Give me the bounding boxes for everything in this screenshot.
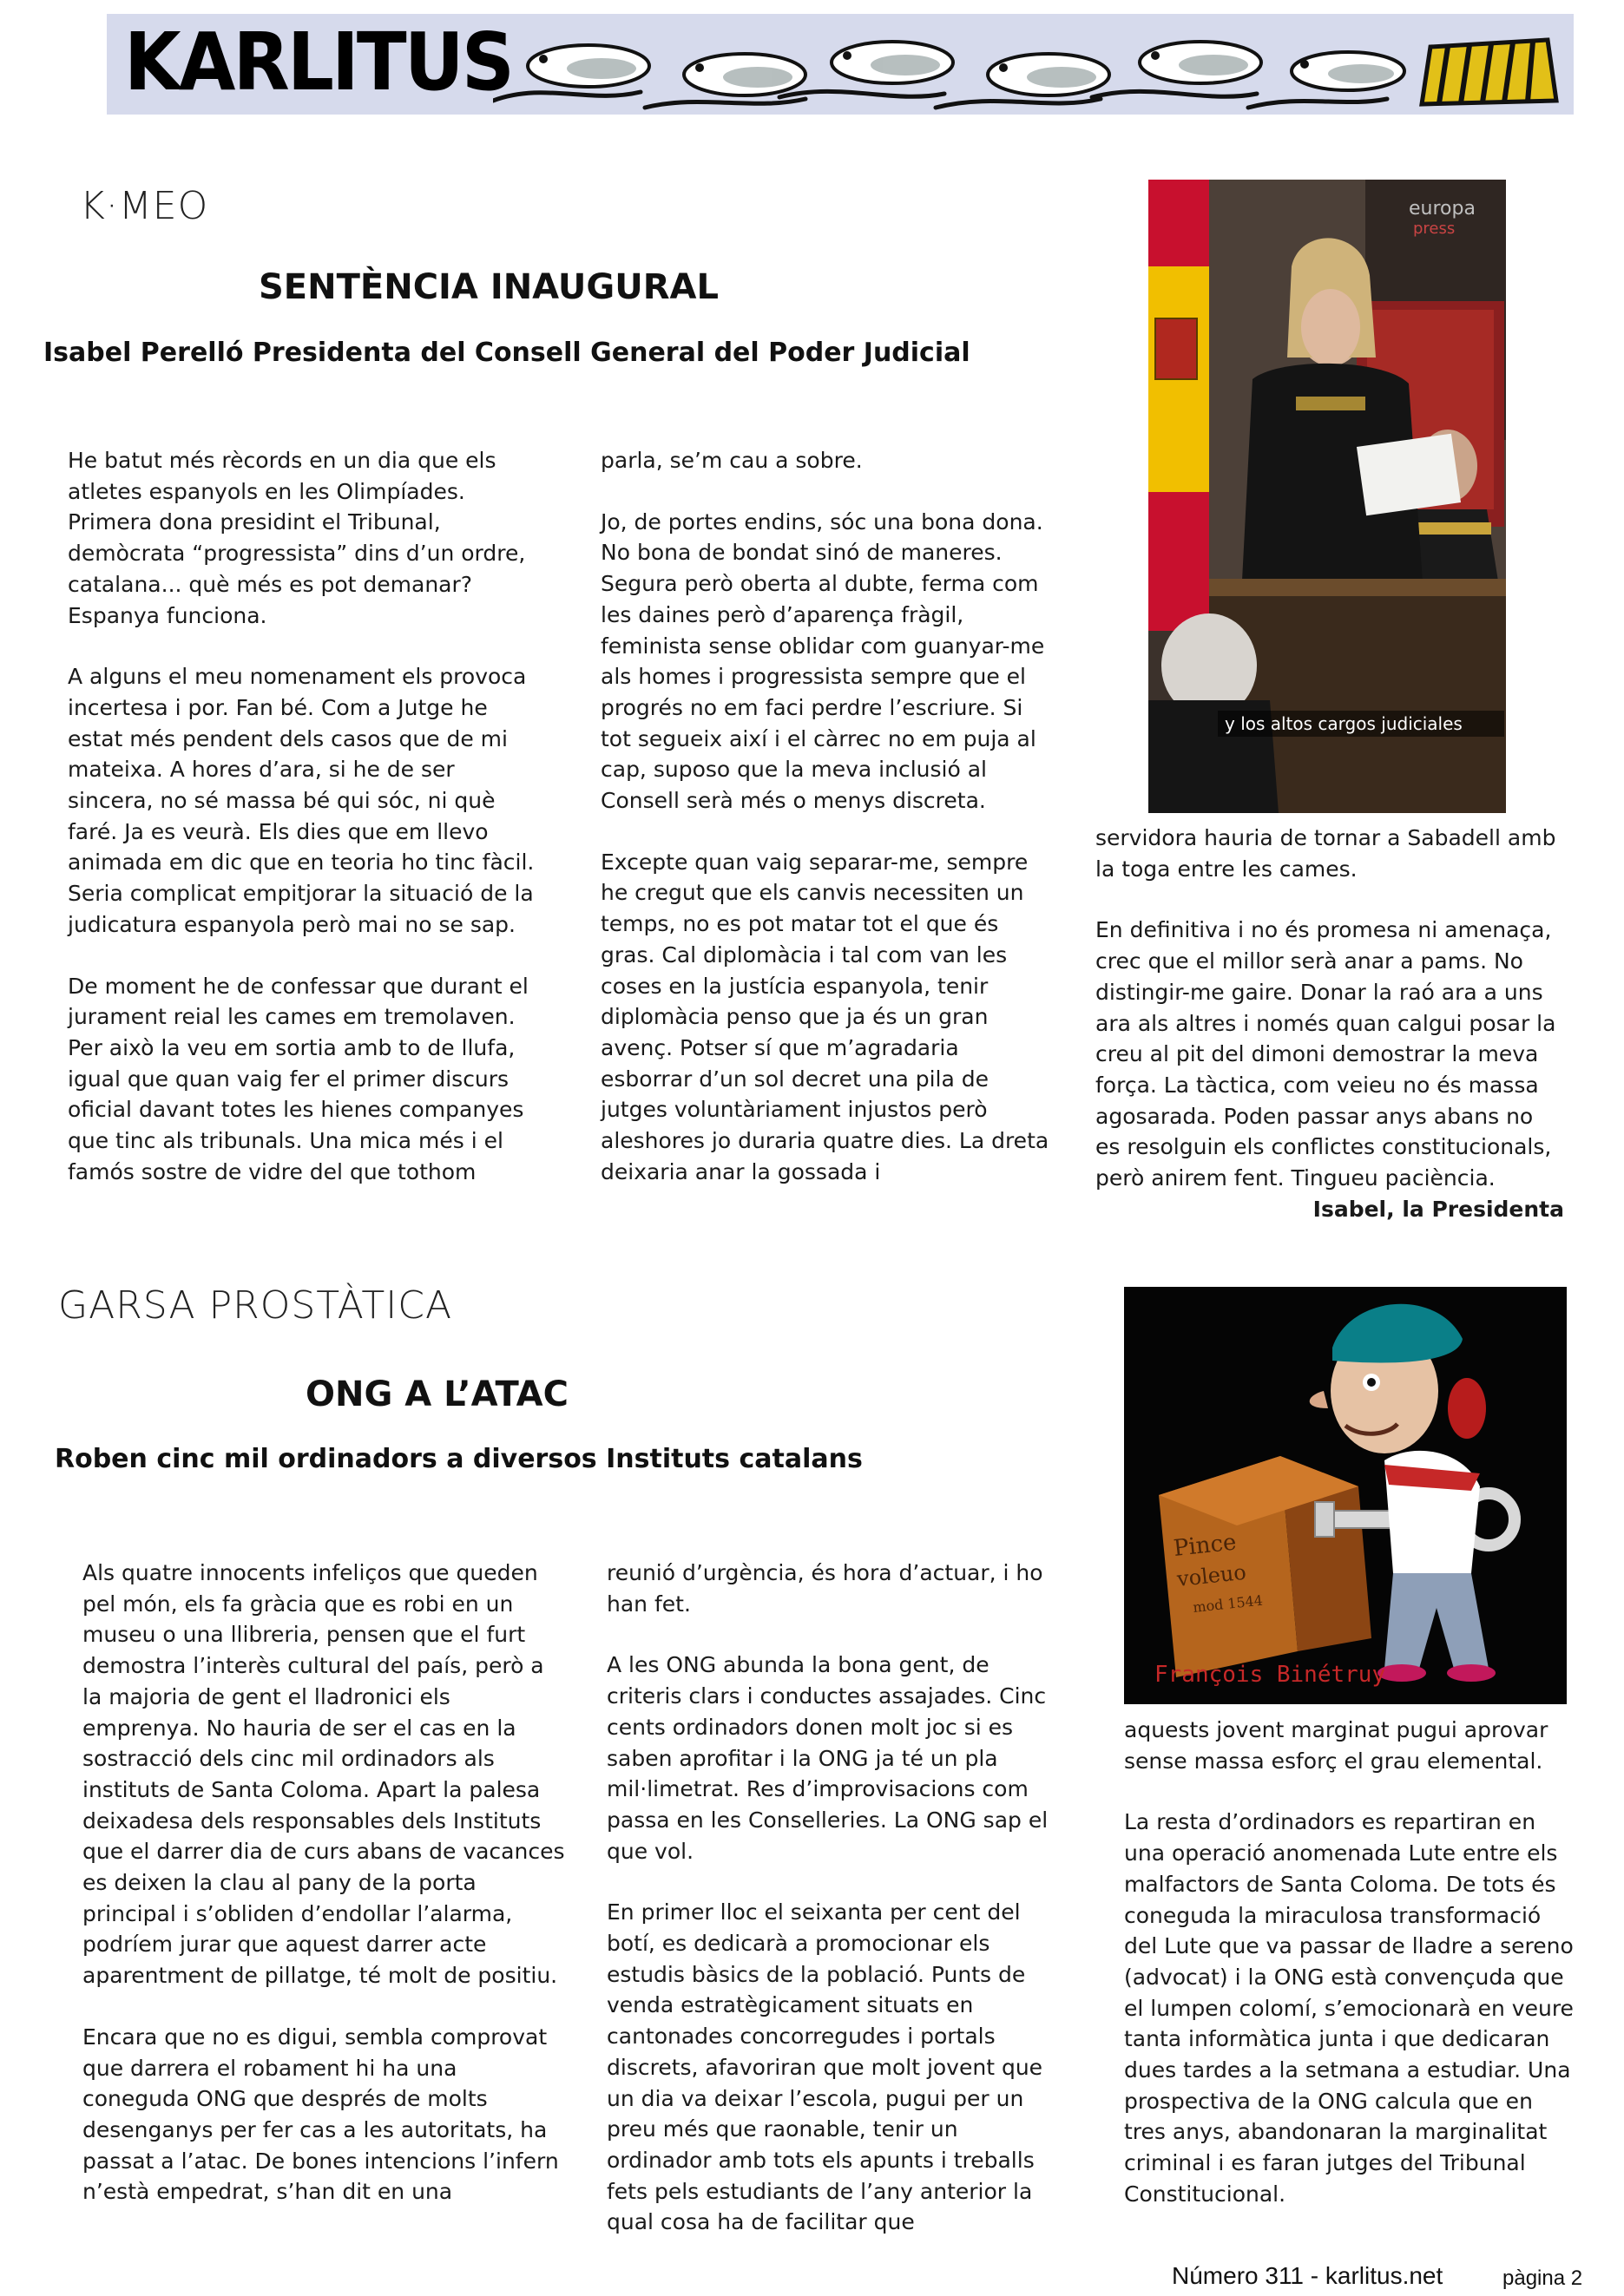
article2-column-2 [607, 1558, 1058, 2238]
illustration-thief-with-key [1124, 1287, 1567, 1704]
headline-sentencia-inaugural: SENTÈNCIA INAUGURAL [259, 267, 719, 307]
photo-isabel-perello [1148, 180, 1506, 813]
europapress-logo: europa [1409, 198, 1476, 220]
article1-column-1 [68, 445, 541, 1187]
paragraph: reunió d’urgència, és hora d’actuar, i ho han fet. [607, 1560, 1043, 1617]
paragraph: De moment he de confessar que durant el jurament reial les cames em tremolaven. Per això la veu em sortia amb to de llufa, igual que quan vaig fer el primer discurs oficial davant totes les hienes companyes que tinc als tribunals. Una mica més i el famós sostre de vidre del que tothom [68, 973, 529, 1184]
paragraph: A les ONG abunda la bona gent, de criteris clars i conductes assajades. Cinc cents ordinadors donen molt joc si es saben aprofitar i la ONG ja té un pla mil·limetrat. Res d’improvisacions com passa en les Conselleries. La ONG sap el que vol. [607, 1652, 1049, 1864]
article2-column-3 [1124, 1715, 1575, 2210]
svg-text:press: press [1413, 220, 1456, 238]
paragraph: En primer lloc el seixanta per cent del botí, es dedicarà a promocionar els estudis bàsics de la població. Punts de venda estratègicament situats en cantonades concorregudes i portals discrets, afavoriran que molt jovent que un dia va deixar l’escola, pugui per un preu més que raonable, tenir un ordinador amb tots els apunts i treballs fets pels estudiants de l’any anterior la qual cosa ha de facilitar que [607, 1899, 1043, 2235]
paragraph: A alguns el meu nomenament els provoca incertesa i por. Fan bé. Com a Jutge he estat més pendent dels casos que de mi mateixa. A hores d’ara, si he de ser sincera, no sé massa bé qui sóc, ni què faré. Ja es veurà. Els dies que em llevo animada em dic que en teoria ho tinc fàcil. Seria complicat empitjorar la situació de la judicatura espanyola però mai no se sap. [68, 664, 535, 937]
headline-ong-a-latac: ONG A L’ATAC [306, 1374, 569, 1414]
section-label-kmeo: K·MEO [80, 184, 209, 228]
paragraph: aquests jovent marginat pugui aprovar sense massa esforç el grau elemental. [1124, 1717, 1548, 1774]
article2-column-1 [82, 1558, 569, 2207]
svg-text:voleuo: voleuo [1175, 1559, 1247, 1591]
photo-caption: y los altos cargos judiciales [1225, 713, 1463, 734]
article1-column-2 [601, 445, 1052, 1187]
subhead-roben-ordinadors: Roben cinc mil ordinadors a diversos Instituts catalans [55, 1444, 863, 1474]
footer-issue: Número 311 - karlitus.net [1172, 2262, 1443, 2289]
footer-page-number: pàgina 2 [1502, 2266, 1583, 2290]
paragraph: La resta d’ordinadors es repartiran en una operació anomenada Lute entre els malfactors de Santa Coloma. De tots és coneguda la miraculosa transformació del Lute que va passar de lladre a sereno (advocat) i la ONG està convençuda que el lumpen colomí, s’emocionarà en veure tanta informàtica junta i que dedicaran dues tardes a la setmana a estudiar. Una prospectiva de la ONG calcula que en tres anys, abandonaran la marginalitat criminal i es faran jutges del Tribunal Constitucional. [1124, 1809, 1574, 2207]
paragraph: En definitiva i no és promesa ni amenaça, crec que el millor serà anar a pams. No distingir-me gaire. Donar la raó ara a uns ara als altres i només quan calgui posar la creu al pit del dimoni demostrar la meva força. La tàctica, com veieu no és massa agosarada. Poden passar anys abans no es resolguin els conflictes constitucionals, però anirem fent. Tingueu paciència. [1095, 917, 1556, 1191]
paragraph: He batut més rècords en un dia que els atletes espanyols en les Olimpíades. Primera dona presidint el Tribunal, demòcrata “progressista” dins d’un ordre, catalana... què més es pot demanar? Espanya funciona. [68, 448, 526, 628]
subhead-isabel-perello: Isabel Perelló Presidenta del Consell General del Poder Judicial [43, 338, 970, 368]
section-label-garsa-prostatica: GARSA PROSTÀTICA [58, 1283, 453, 1328]
article1-column-3 [1095, 823, 1564, 1224]
signature: Isabel, la Presidenta [1312, 1196, 1564, 1222]
masthead [107, 14, 1574, 115]
paragraph: servidora hauria de tornar a Sabadell amb la toga entre les cames. [1095, 825, 1556, 882]
paragraph: Encara que no es digui, sembla comprovat que darrera el robament hi ha una coneguda ONG que després de molts desenganys per fer cas a les autoritats, ha passat a l’atac. De bones intencions l’infern n’està empedrat, s’han dit en una [82, 2024, 559, 2205]
paragraph: parla, se’m cau a sobre. [601, 448, 863, 473]
paragraph: Als quatre innocents infeliços que queden pel món, els fa gràcia que es robi en un museu o una llibreria, pensen que el furt demostra l’interès cultural del país, però a la majoria de gent el lladronici els emprenya. No hauria de ser el cas en la sostracció dels cinc mil ordinadors als instituts de Santa Coloma. Apart la palesa deixadesa dels responsables dels Instituts que el darrer dia de curs abans de vacances es deixen la clau al pany de la porta principal i s’obliden d’endollar l’alarma, podríem jurar que aquest darrer acte aparentment de pillatge, té molt de positiu. [82, 1560, 565, 1989]
rats-illustration [493, 21, 1569, 111]
illustration-credit: François Binétruy [1154, 1662, 1386, 1688]
paragraph: Excepte quan vaig separar-me, sempre he cregut que els canvis necessiten un temps, no es pot matar tot el que és gras. Cal diplomàcia i tal com van les coses en la justícia espanyola, tenir diplomàcia penso que ja és un gran avenç. Potser sí que m’agradaria esborrar d’un sol decret una pila de jutges voluntàriament injustos però aleshores jo duraria quatre dies. La dreta deixaria anar la gossada i [601, 849, 1049, 1184]
svg-text:Pince: Pince [1172, 1529, 1238, 1562]
svg-text:mod 1544: mod 1544 [1192, 1591, 1264, 1616]
masthead-title: KARLITUS [124, 16, 513, 108]
paragraph: Jo, de portes endins, sóc una bona dona. No bona de bondat sinó de maneres. Segura però oberta al dubte, ferma com les daines però d’aparença fràgil, feminista sense oblidar com guanyar-me als homes i progressista sempre que el progrés no em faci perdre l’escriure. Si tot segueix així i el càrrec no em puja al cap, suposo que la meva inclusió al Consell serà més o menys discreta. [601, 508, 1045, 814]
